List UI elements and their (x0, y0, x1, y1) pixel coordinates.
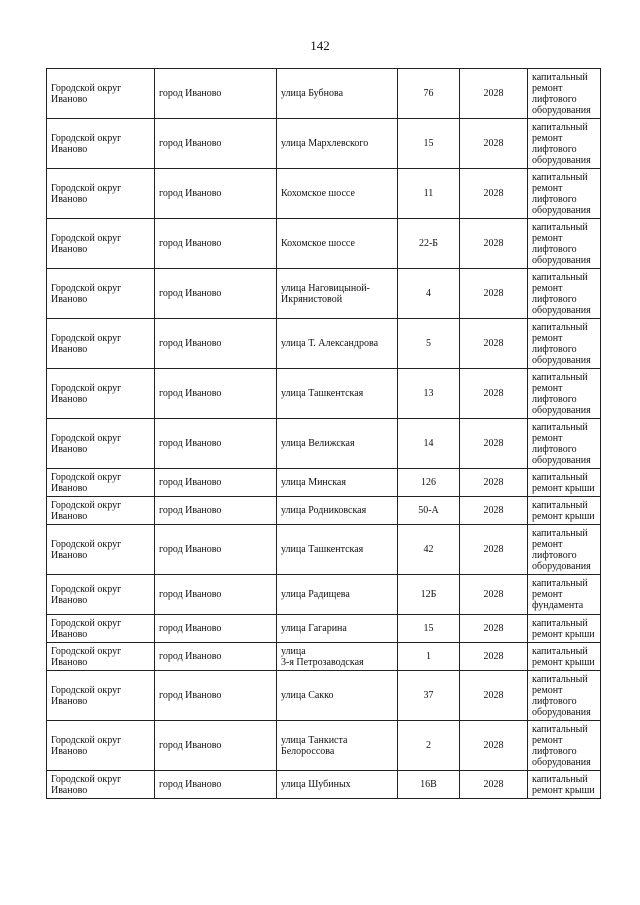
cell-municipal-district (47, 469, 155, 497)
cell-municipal-district-text: Городской округ Иваново (51, 583, 122, 606)
cell-municipal-district-text: Городской округ Иваново (51, 538, 122, 561)
cell-work-type-text: капитальный ремонт лифтового оборудования (532, 121, 591, 166)
cell-municipal-district-text: Городской округ Иваново (51, 645, 122, 668)
cell-city (155, 525, 277, 575)
table-row (47, 469, 601, 497)
cell-house-number-text: 16В (420, 779, 437, 790)
cell-house-number (398, 369, 460, 419)
cell-work-type (528, 119, 601, 169)
table-row (47, 169, 601, 219)
cell-house-number-text: 4 (426, 288, 431, 299)
cell-year (460, 771, 528, 799)
cell-city (155, 269, 277, 319)
cell-work-type (528, 469, 601, 497)
cell-work-type-text: капитальный ремонт лифтового оборудования (532, 71, 591, 116)
cell-work-type (528, 269, 601, 319)
cell-city (155, 771, 277, 799)
cell-city (155, 643, 277, 671)
cell-house-number-text: 5 (426, 338, 431, 349)
cell-city-text: город Иваново (159, 690, 222, 701)
cell-city-text: город Иваново (159, 623, 222, 634)
cell-year-text: 2028 (483, 505, 504, 516)
cell-municipal-district-text: Городской округ Иваново (51, 182, 122, 205)
cell-year-text: 2028 (483, 544, 504, 555)
cell-city (155, 169, 277, 219)
cell-street-text: улица Радищева (281, 589, 350, 600)
cell-city-text: город Иваново (159, 238, 222, 249)
cell-house-number (398, 319, 460, 369)
cell-house-number-text: 15 (423, 138, 434, 149)
cell-municipal-district-text: Городской округ Иваново (51, 132, 122, 155)
cell-municipal-district-text: Городской округ Иваново (51, 471, 122, 494)
cell-street (277, 319, 398, 369)
cell-city-text: город Иваново (159, 438, 222, 449)
cell-work-type (528, 721, 601, 771)
cell-year (460, 575, 528, 615)
cell-year-text: 2028 (483, 589, 504, 600)
cell-street-text: улица Бубнова (281, 88, 344, 99)
cell-year-text: 2028 (483, 740, 504, 751)
cell-work-type-text: капитальный ремонт крыши (532, 499, 595, 522)
table-row (47, 219, 601, 269)
cell-municipal-district (47, 671, 155, 721)
cell-house-number (398, 269, 460, 319)
cell-year-text: 2028 (483, 438, 504, 449)
cell-city-text: город Иваново (159, 338, 222, 349)
table-row (47, 119, 601, 169)
table-row (47, 721, 601, 771)
cell-municipal-district (47, 269, 155, 319)
cell-city-text: город Иваново (159, 138, 222, 149)
table-row (47, 671, 601, 721)
cell-year (460, 119, 528, 169)
cell-house-number (398, 419, 460, 469)
cell-year (460, 721, 528, 771)
cell-street (277, 219, 398, 269)
cell-year (460, 525, 528, 575)
cell-city-text: город Иваново (159, 505, 222, 516)
cell-house-number (398, 219, 460, 269)
cell-municipal-district (47, 369, 155, 419)
cell-street (277, 671, 398, 721)
cell-year (460, 169, 528, 219)
cell-city-text: город Иваново (159, 288, 222, 299)
table-row (47, 419, 601, 469)
cell-house-number-text: 12Б (420, 589, 437, 600)
cell-year-text: 2028 (483, 477, 504, 488)
cell-street (277, 69, 398, 119)
cell-work-type (528, 419, 601, 469)
cell-work-type (528, 219, 601, 269)
cell-street (277, 643, 398, 671)
cell-work-type (528, 575, 601, 615)
cell-year-text: 2028 (483, 138, 504, 149)
cell-city-text: город Иваново (159, 589, 222, 600)
cell-city-text: город Иваново (159, 188, 222, 199)
cell-year-text: 2028 (483, 288, 504, 299)
cell-street-text: улица Гагарина (281, 623, 347, 634)
cell-work-type (528, 525, 601, 575)
cell-street-text: улица Ташкентская (281, 388, 364, 399)
cell-year (460, 497, 528, 525)
cell-house-number (398, 671, 460, 721)
cell-city (155, 721, 277, 771)
cell-house-number-text: 42 (423, 544, 434, 555)
cell-house-number-text: 2 (426, 740, 431, 751)
cell-city (155, 219, 277, 269)
cell-municipal-district (47, 615, 155, 643)
cell-city-text: город Иваново (159, 779, 222, 790)
cell-year-text: 2028 (483, 88, 504, 99)
table-row (47, 615, 601, 643)
cell-work-type-text: капитальный ремонт фундамента (532, 578, 588, 611)
cell-house-number-text: 1 (426, 651, 431, 662)
cell-city (155, 69, 277, 119)
cell-city (155, 369, 277, 419)
cell-year-text: 2028 (483, 188, 504, 199)
cell-street-text: улица Родниковская (281, 505, 367, 516)
cell-house-number (398, 643, 460, 671)
cell-work-type-text: капитальный ремонт крыши (532, 617, 595, 640)
cell-city (155, 615, 277, 643)
cell-street-text: улица Сакко (281, 690, 334, 701)
cell-year-text: 2028 (483, 690, 504, 701)
cell-year (460, 219, 528, 269)
cell-street-text: улица Ташкентская (281, 544, 364, 555)
cell-year (460, 643, 528, 671)
cell-municipal-district-text: Городской округ Иваново (51, 499, 122, 522)
cell-house-number (398, 69, 460, 119)
cell-house-number-text: 76 (423, 88, 434, 99)
cell-street (277, 615, 398, 643)
cell-city (155, 319, 277, 369)
cell-street-text: улица Наговицыной- Икрянистовой (281, 282, 370, 305)
cell-city-text: город Иваново (159, 388, 222, 399)
table-row (47, 319, 601, 369)
cell-municipal-district (47, 643, 155, 671)
cell-street-text: улица Мархлевского (281, 138, 369, 149)
cell-street (277, 771, 398, 799)
cell-house-number (398, 497, 460, 525)
cell-street (277, 119, 398, 169)
cell-year-text: 2028 (483, 338, 504, 349)
cell-work-type (528, 497, 601, 525)
table-row (47, 369, 601, 419)
cell-work-type-text: капитальный ремонт лифтового оборудования (532, 221, 591, 266)
cell-year-text: 2028 (483, 651, 504, 662)
cell-municipal-district (47, 771, 155, 799)
cell-year (460, 269, 528, 319)
table-row (47, 643, 601, 671)
cell-municipal-district-text: Городской округ Иваново (51, 773, 122, 796)
cell-work-type-text: капитальный ремонт крыши (532, 645, 595, 668)
cell-work-type-text: капитальный ремонт лифтового оборудования (532, 371, 591, 416)
cell-street-text: улица Минская (281, 477, 346, 488)
cell-municipal-district-text: Городской округ Иваново (51, 617, 122, 640)
cell-street (277, 497, 398, 525)
cell-municipal-district (47, 219, 155, 269)
cell-municipal-district-text: Городской округ Иваново (51, 282, 122, 305)
cell-house-number-text: 14 (423, 438, 434, 449)
cell-municipal-district (47, 525, 155, 575)
cell-house-number (398, 169, 460, 219)
cell-house-number (398, 575, 460, 615)
repair-schedule-table (46, 68, 601, 799)
cell-house-number-text: 11 (423, 188, 434, 199)
cell-street (277, 419, 398, 469)
cell-work-type (528, 69, 601, 119)
cell-city (155, 671, 277, 721)
cell-street (277, 469, 398, 497)
cell-city-text: город Иваново (159, 477, 222, 488)
cell-street (277, 369, 398, 419)
cell-city-text: город Иваново (159, 740, 222, 751)
cell-work-type (528, 771, 601, 799)
cell-municipal-district-text: Городской округ Иваново (51, 684, 122, 707)
cell-municipal-district-text: Городской округ Иваново (51, 382, 122, 405)
cell-year (460, 319, 528, 369)
cell-work-type (528, 369, 601, 419)
cell-street-text: улица Шубиных (281, 779, 351, 790)
cell-street-text: улица Велижская (281, 438, 355, 449)
cell-city (155, 497, 277, 525)
table-body (47, 69, 601, 799)
cell-municipal-district-text: Городской округ Иваново (51, 734, 122, 757)
table-row (47, 525, 601, 575)
cell-municipal-district (47, 319, 155, 369)
cell-year (460, 369, 528, 419)
cell-house-number (398, 721, 460, 771)
cell-municipal-district-text: Городской округ Иваново (51, 432, 122, 455)
cell-work-type-text: капитальный ремонт лифтового оборудования (532, 673, 591, 718)
cell-year (460, 69, 528, 119)
cell-city (155, 575, 277, 615)
cell-street-text: Кохомское шоссе (281, 238, 355, 249)
cell-work-type (528, 671, 601, 721)
cell-house-number-text: 126 (421, 477, 436, 488)
cell-year (460, 671, 528, 721)
cell-street-text: улица 3-я Петрозаводская (281, 645, 364, 668)
cell-year-text: 2028 (483, 238, 504, 249)
cell-municipal-district (47, 419, 155, 469)
cell-work-type-text: капитальный ремонт лифтового оборудования (532, 723, 591, 768)
page-number: 142 (310, 38, 330, 53)
cell-municipal-district (47, 69, 155, 119)
cell-street-text: улица Т. Александрова (281, 338, 379, 349)
cell-street-text: Кохомское шоссе (281, 188, 355, 199)
cell-work-type-text: капитальный ремонт крыши (532, 471, 595, 494)
cell-city (155, 469, 277, 497)
table-row (47, 575, 601, 615)
cell-house-number-text: 15 (423, 623, 434, 634)
cell-house-number (398, 469, 460, 497)
cell-municipal-district (47, 721, 155, 771)
cell-house-number (398, 525, 460, 575)
cell-work-type-text: капитальный ремонт лифтового оборудования (532, 171, 591, 216)
cell-work-type (528, 615, 601, 643)
cell-city-text: город Иваново (159, 544, 222, 555)
cell-year-text: 2028 (483, 623, 504, 634)
cell-city-text: город Иваново (159, 88, 222, 99)
cell-house-number-text: 22-Б (418, 238, 439, 249)
cell-street (277, 721, 398, 771)
table-row (47, 771, 601, 799)
cell-city-text: город Иваново (159, 651, 222, 662)
cell-work-type-text: капитальный ремонт лифтового оборудования (532, 421, 591, 466)
cell-municipal-district-text: Городской округ Иваново (51, 232, 122, 255)
cell-street (277, 525, 398, 575)
cell-house-number (398, 771, 460, 799)
cell-city (155, 119, 277, 169)
cell-street-text: улица Танкиста Белороссова (281, 734, 348, 757)
cell-year-text: 2028 (483, 779, 504, 790)
cell-municipal-district-text: Городской округ Иваново (51, 82, 122, 105)
cell-year (460, 419, 528, 469)
cell-year (460, 469, 528, 497)
cell-municipal-district-text: Городской округ Иваново (51, 332, 122, 355)
cell-street (277, 169, 398, 219)
cell-house-number-text: 37 (423, 690, 434, 701)
cell-work-type-text: капитальный ремонт лифтового оборудования (532, 527, 591, 572)
cell-municipal-district (47, 169, 155, 219)
cell-house-number-text: 13 (423, 388, 434, 399)
table-row (47, 269, 601, 319)
cell-work-type (528, 643, 601, 671)
cell-year (460, 615, 528, 643)
table-row (47, 497, 601, 525)
cell-work-type-text: капитальный ремонт лифтового оборудования (532, 321, 591, 366)
cell-work-type (528, 169, 601, 219)
cell-city (155, 419, 277, 469)
cell-street (277, 575, 398, 615)
cell-work-type-text: капитальный ремонт крыши (532, 773, 595, 796)
cell-municipal-district (47, 575, 155, 615)
table-row (47, 69, 601, 119)
cell-house-number (398, 119, 460, 169)
cell-municipal-district (47, 497, 155, 525)
cell-house-number-text: 50-А (418, 505, 439, 516)
cell-year-text: 2028 (483, 388, 504, 399)
cell-municipal-district (47, 119, 155, 169)
cell-work-type (528, 319, 601, 369)
cell-work-type-text: капитальный ремонт лифтового оборудования (532, 271, 591, 316)
cell-street (277, 269, 398, 319)
cell-house-number (398, 615, 460, 643)
